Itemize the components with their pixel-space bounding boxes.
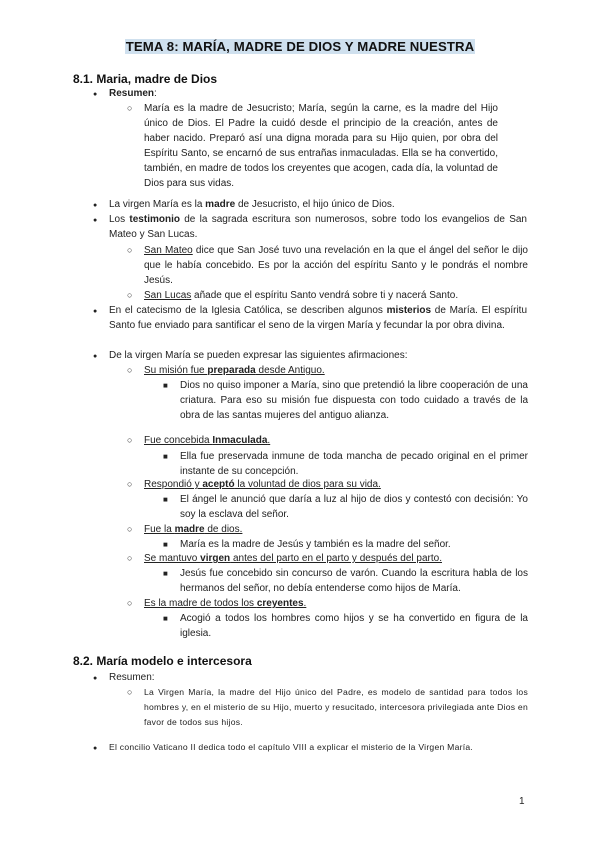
paragraph-san-mateo: San Mateo dice que San José tuvo una revelación en la que el ángel del señor le dijo que le había concebido. Es por la acción del espíritu Santo y le pondrás el nombre Jesús.	[144, 245, 528, 286]
bullet-dot-icon	[93, 197, 97, 213]
bullet-dot-icon	[93, 348, 97, 364]
bullet-circle-icon	[127, 551, 132, 566]
section-heading-8-1: 8.1. Maria, madre de Dios	[73, 72, 218, 86]
afirmacion-preparada: Su misión fue preparada desde Antiguo.	[144, 365, 325, 376]
bullet-dot-icon	[93, 86, 97, 102]
page-title	[0, 38, 600, 56]
afirmacion-creyentes: Es la madre de todos los creyentes.	[144, 598, 307, 609]
afirmacion-madre: Fue la madre de dios.	[144, 524, 243, 535]
paragraph-vaticano: El concilio Vaticano II dedica todo el capítulo VIII a explicar el misterio de la Virgen María.	[109, 742, 474, 752]
bullet-dot-icon	[93, 740, 97, 756]
bullet-circle-icon	[127, 522, 132, 537]
paragraph-afirmaciones: De la virgen María se pueden expresar las siguientes afirmaciones:	[109, 350, 408, 361]
paragraph-san-lucas: San Lucas añade que el espíritu Santo vendrá sobre ti y nacerá Santo.	[144, 290, 459, 301]
bullet-square-icon	[163, 566, 168, 581]
bullet-dot-icon	[93, 303, 97, 319]
bullet-circle-icon	[127, 363, 132, 378]
paragraph-testimonio: Los testimonio de la sagrada escritura son numerosos, sobre todo los evangelios de San Mateo y San Lucas.	[109, 214, 527, 240]
section-heading-8-2: 8.2. María modelo e intercesora	[73, 654, 252, 668]
resumen-text: María es la madre de Jesucristo; María, según la carne, es la madre del Hijo único de Dios. El Padre la cuidó desde el principio de la creación, antes de haber nacido. Preparó así una digna morada para su Hijo quien, por obra del Espíritu Santo, se encarnó de sus entrañas inmaculadas. Ella se ha convertido, también, en madre de todos los creyentes que acogen, cada día, la voluntad de Dios para sus vidas.	[144, 103, 498, 189]
bullet-square-icon	[163, 611, 168, 626]
bullet-square-icon	[163, 537, 168, 552]
afirmacion-inmaculada-detail: Ella fue preservada inmune de toda mancha de pecado original en el primer instante de su concepción.	[180, 451, 528, 477]
afirmacion-creyentes-detail: Acogió a todos los hombres como hijos y se ha convertido en figura de la iglesia.	[180, 613, 528, 639]
bullet-circle-icon	[127, 433, 132, 448]
paragraph-madre: La virgen María es la madre de Jesucristo, el hijo único de Dios.	[109, 199, 395, 210]
afirmacion-acepto: Respondió y aceptó la voluntad de dios para su vida.	[144, 479, 381, 490]
bullet-square-icon	[163, 378, 168, 393]
resumen-text-8-2: La Virgen María, la madre del Hijo único del Padre, es modelo de santidad para todos los hombres y, en el misterio de su Hijo, muerto y resucitado, intercesora privilegiada ante Dios en favor de todos sus hijos.	[144, 687, 528, 728]
bullet-square-icon	[163, 492, 168, 507]
afirmacion-virgen: Se mantuvo virgen antes del parto en el parto y después del parto.	[144, 553, 442, 564]
resumen-label: Resumen:	[109, 88, 157, 99]
bullet-circle-icon	[127, 596, 132, 611]
bullet-square-icon	[163, 449, 168, 464]
afirmacion-preparada-detail: Dios no quiso imponer a María, sino que pretendió la libre cooperación de una criatura. Para eso su misión fue dispuesta con todo cuidado a través de la obra de las santas mujeres del antiguo alianza.	[180, 380, 528, 421]
page-title-text: TEMA 8: MARÍA, MADRE DE DIOS Y MADRE NUESTRA	[125, 39, 475, 54]
afirmacion-inmaculada: Fue concebida Inmaculada.	[144, 435, 271, 446]
paragraph-catecismo: En el catecismo de la Iglesia Católica, se describen algunos misterios de María. El espíritu Santo fue enviado para santificar el seno de la virgen María y fecundar la por obra divina.	[109, 305, 528, 331]
page-number: 1	[519, 796, 525, 807]
afirmacion-virgen-detail: Jesús fue concebido sin concurso de varón. Cuando la escritura habla de los hermanos del señor, no debía entenderse como hijos de María.	[180, 568, 528, 594]
bullet-circle-icon	[127, 685, 132, 700]
bullet-dot-icon	[93, 670, 97, 686]
bullet-circle-icon	[127, 477, 132, 492]
bullet-circle-icon	[127, 101, 132, 116]
bullet-circle-icon	[127, 288, 132, 303]
resumen-label-8-2: Resumen:	[109, 672, 155, 683]
afirmacion-acepto-detail: El ángel le anunció que daría a luz al hijo de dios y contestó con decisión: Yo soy la esclava del señor.	[180, 494, 528, 520]
bullet-circle-icon	[127, 243, 132, 258]
bullet-dot-icon	[93, 212, 97, 228]
afirmacion-madre-detail: María es la madre de Jesús y también es la madre del señor.	[180, 539, 451, 550]
